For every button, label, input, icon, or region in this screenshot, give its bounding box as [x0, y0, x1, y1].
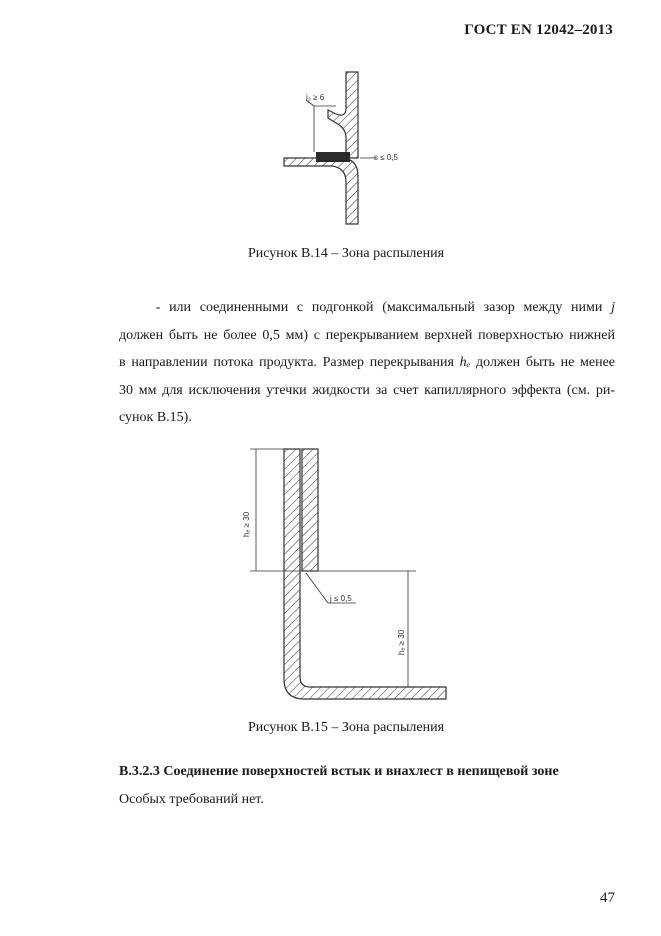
section-body: Особых требований нет. — [119, 792, 264, 807]
dim-label-side: s ≤ 0,5 — [374, 153, 398, 162]
paragraph-line-3: в направлении потока продукта. Размер перекрывания hₑ должен быть не менее — [119, 355, 616, 370]
upper-plate-right — [302, 449, 318, 571]
paragraph-line-2: должен быть не более 0,5 мм) с перекрыванием верхней поверхностью нижней — [119, 327, 615, 343]
seam-fill — [316, 152, 350, 162]
figure-b14-caption: Рисунок В.14 – Зона распыления — [247, 246, 445, 261]
document-header: ГОСТ EN 12042–2013 — [464, 22, 613, 38]
dim-label-right: hₑ ≥ 30 — [397, 629, 406, 655]
figure-b15-drawing — [232, 445, 462, 710]
dim-label-top: i₂ ≥ 6 — [306, 93, 325, 102]
figure-b14-drawing — [276, 68, 416, 233]
page-number: 47 — [600, 890, 615, 906]
body-paragraph — [119, 294, 615, 432]
figure-b15-caption: Рисунок В.15 – Зона распыления — [247, 720, 445, 735]
lower-plate — [284, 158, 358, 224]
paragraph-line-5: сунок В.15). — [119, 410, 192, 425]
dim-label-left: hₑ ≥ 30 — [242, 511, 251, 537]
section-heading: В.3.2.3 Соединение поверхностей встык и внахлест в непищевой зоне — [119, 764, 559, 779]
paragraph-line-4: 30 мм для исключения утечки жидкости за счет капиллярного эффекта (см. ри- — [119, 382, 615, 398]
dim-label-gap: j ≤ 0,5 — [330, 594, 352, 603]
upper-plate — [328, 72, 358, 158]
paragraph-line-1: - или соединенными с подгонкой (максимальный зазор между ними j — [155, 300, 615, 315]
